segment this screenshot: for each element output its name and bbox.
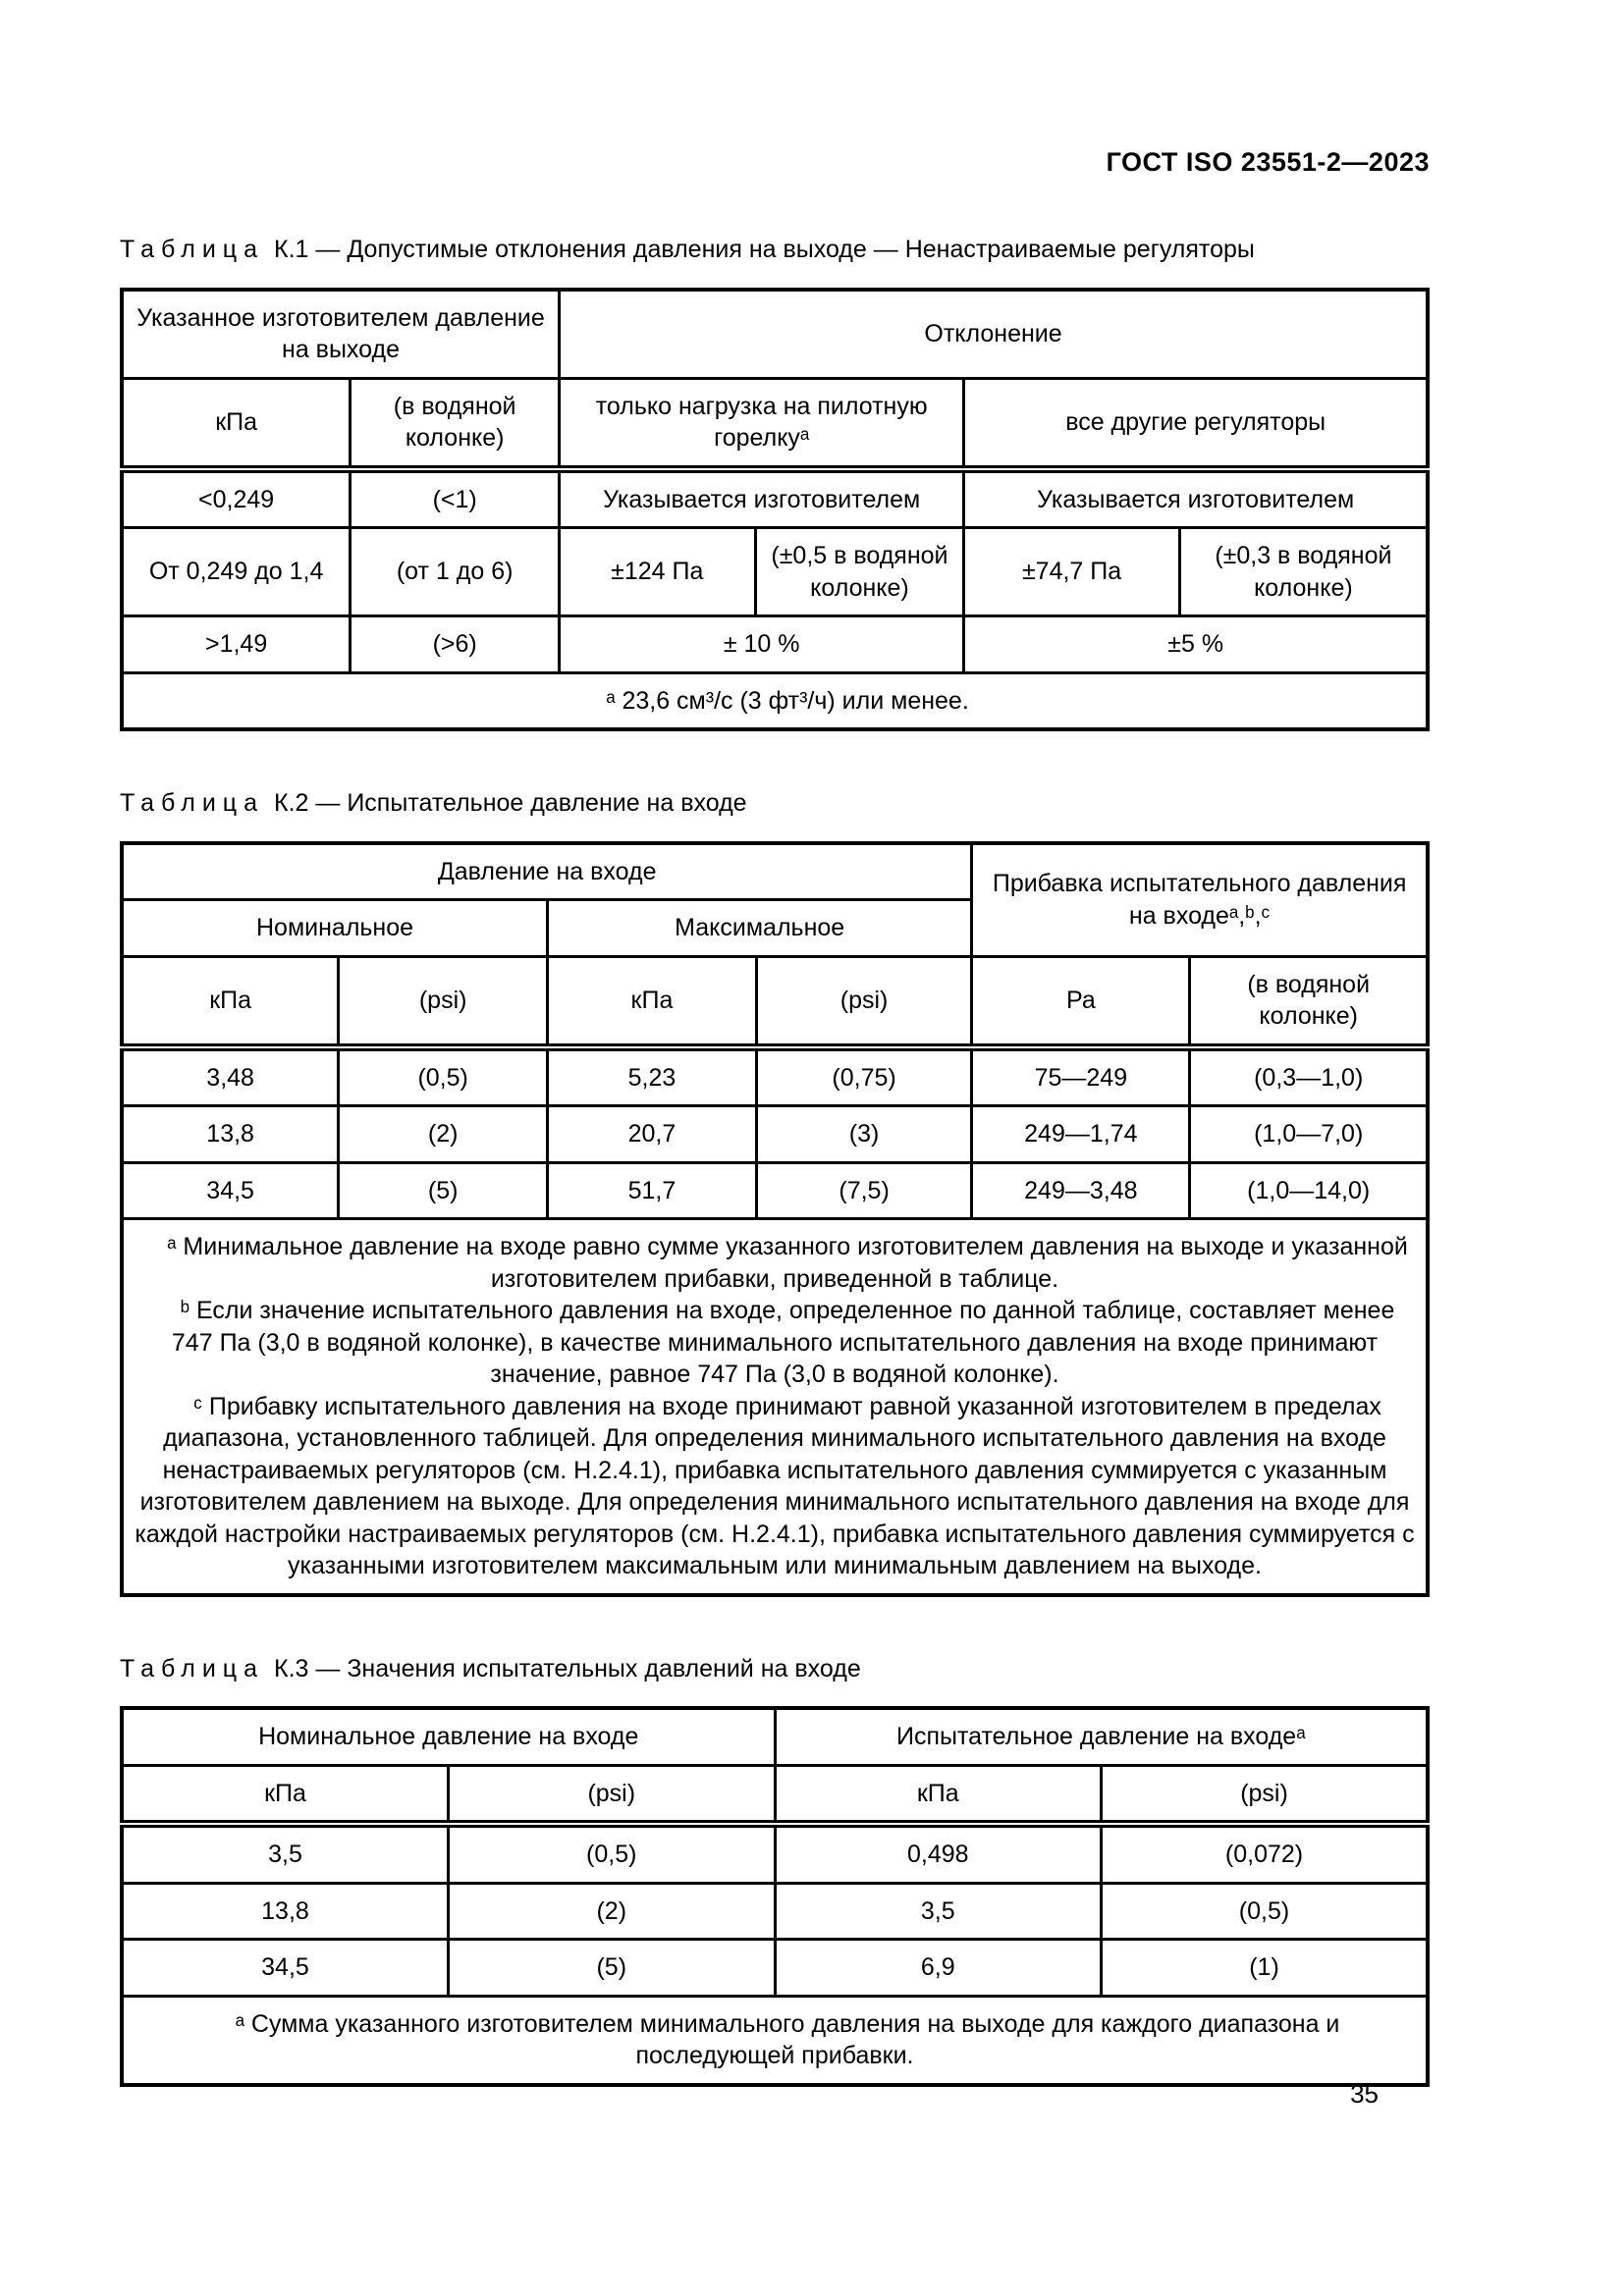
table-k1 [120, 288, 1430, 732]
table-cell: (<1) [351, 469, 560, 528]
k3-unit: кПа [122, 1765, 449, 1824]
table-row [122, 616, 1428, 673]
table-cell: ± 10 % [560, 616, 964, 673]
table-row [122, 843, 1428, 900]
footnote-text-b: ᵇ Если значение испытательного давления на входе, определенное по данной таблице, составляет менее 747 Па (3,0 в водяной колонке), в качестве минимального испытательного давления на входе принимают значение, равное 747 Па (3,0 в водяной колонке). [171, 1297, 1395, 1388]
table-cell: Указывается изготовителем [560, 469, 964, 528]
table-cell: 34,5 [122, 1940, 449, 1997]
table-k3 [120, 1706, 1430, 2087]
table-cell: (0,5) [449, 1824, 776, 1883]
caption-word: Таблица [120, 236, 265, 263]
k1-header-kpa: кПа [122, 378, 351, 469]
footnote-text-a: ᵃ Минимальное давление на входе равно сумме указанного изготовителем давления на выходе и указанной изготовителем прибавки, приведенной в таблице. [167, 1233, 1408, 1293]
k1-header-water-col: (в водяной колонке) [351, 378, 560, 469]
table-row [122, 528, 1428, 616]
k3-footnote [122, 1996, 1428, 2085]
table-cell: (1,0—14,0) [1190, 1162, 1428, 1219]
table-cell: (1) [1102, 1940, 1429, 1997]
table-row [122, 1940, 1428, 1997]
table-cell: (0,5) [1102, 1883, 1429, 1940]
table-cell: ±74,7 Па [964, 528, 1179, 616]
caption-text: К.1 — Допустимые отклонения давления на выходе — Ненастраиваемые регуляторы [274, 236, 1255, 263]
table-cell: 13,8 [122, 1106, 339, 1163]
k3-unit: (psi) [449, 1765, 776, 1824]
table-k2 [120, 841, 1430, 1597]
table-cell: (±0,5 в водяной колонке) [755, 528, 964, 616]
table-cell: (0,072) [1102, 1824, 1429, 1883]
table-cell: 249—1,74 [972, 1106, 1190, 1163]
table-cell: (7,5) [756, 1162, 971, 1219]
table-cell: 0,498 [775, 1824, 1102, 1883]
table-row [122, 1883, 1428, 1940]
table-row [122, 1162, 1428, 1219]
k3-header-test: Испытательное давление на входеᵃ [775, 1708, 1428, 1765]
table-cell: (0,5) [339, 1047, 548, 1106]
k3-header-nominal: Номинальное давление на входе [122, 1708, 775, 1765]
k1-header-all-other: все другие регуляторы [964, 378, 1428, 469]
table-row [122, 1824, 1428, 1883]
table-cell: 34,5 [122, 1162, 339, 1219]
table-cell: 5,23 [548, 1047, 757, 1106]
k3-unit: (psi) [1102, 1765, 1429, 1824]
table-row [122, 956, 1428, 1047]
caption-word: Таблица [120, 789, 265, 817]
table-cell: Указывается изготовителем [964, 469, 1428, 528]
page-content [120, 0, 1430, 2087]
k2-unit: кПа [122, 956, 339, 1047]
k2-header-maximum: Максимальное [548, 900, 972, 957]
table-cell: <0,249 [122, 469, 351, 528]
table-row [122, 378, 1428, 469]
table-cell: (3) [756, 1106, 971, 1163]
table-cell: ±5 % [964, 616, 1428, 673]
k2-header-addition: Прибавка испытательного давления на входеᵃ,ᵇ,ᶜ [972, 843, 1428, 957]
k1-header-pilot-only: только нагрузка на пилотную горелкуᵃ [560, 378, 964, 469]
table-row [122, 469, 1428, 528]
table-cell: (от 1 до 6) [351, 528, 560, 616]
k2-unit: Ра [972, 956, 1190, 1047]
table-cell: (0,3—1,0) [1190, 1047, 1428, 1106]
table-row [122, 1106, 1428, 1163]
table-cell: 3,5 [775, 1883, 1102, 1940]
table-k2-caption [120, 787, 1430, 820]
page-number: 35 [1350, 2079, 1379, 2109]
k2-header-nominal: Номинальное [122, 900, 548, 957]
table-cell: 6,9 [775, 1940, 1102, 1997]
table-row [122, 1996, 1428, 2085]
table-row [122, 1765, 1428, 1824]
table-cell: 75—249 [972, 1047, 1190, 1106]
caption-word: Таблица [120, 1654, 265, 1682]
table-k1-caption [120, 234, 1430, 266]
k2-unit: (в водяной колонке) [1190, 956, 1428, 1047]
table-row [122, 290, 1428, 379]
k2-unit: кПа [548, 956, 757, 1047]
table-row [122, 672, 1428, 729]
table-cell: (±0,3 в водяной колонке) [1179, 528, 1428, 616]
table-cell: ±124 Па [560, 528, 756, 616]
caption-text: К.3 — Значения испытательных давлений на входе [274, 1654, 861, 1682]
table-cell: От 0,249 до 1,4 [122, 528, 351, 616]
table-cell: 3,5 [122, 1824, 449, 1883]
footnote-text: ᵃ Сумма указанного изготовителем минимального давления на выходе для каждого диапазона и последующей прибавки. [235, 2009, 1340, 2069]
caption-text: К.2 — Испытательное давление на входе [274, 789, 747, 817]
table-cell: (1,0—7,0) [1190, 1106, 1428, 1163]
table-row [122, 1047, 1428, 1106]
table-cell: 3,48 [122, 1047, 339, 1106]
table-cell: 51,7 [548, 1162, 757, 1219]
running-header: ГОСТ ISO 23551-2—2023 [1106, 147, 1430, 177]
table-cell: 13,8 [122, 1883, 449, 1940]
k3-unit: кПа [775, 1765, 1102, 1824]
k2-unit: (psi) [339, 956, 548, 1047]
table-row [122, 1708, 1428, 1765]
table-cell: (5) [449, 1940, 776, 1997]
table-cell: 249—3,48 [972, 1162, 1190, 1219]
table-cell: (2) [339, 1106, 548, 1163]
k2-header-inlet: Давление на входе [122, 843, 972, 900]
table-cell: (5) [339, 1162, 548, 1219]
k1-header-specified: Указанное изготовителем давление на выходе [122, 290, 560, 379]
k2-unit: (psi) [756, 956, 971, 1047]
k1-footnote [122, 672, 1428, 729]
table-cell: (0,75) [756, 1047, 971, 1106]
footnote-text: ᵃ 23,6 см³/с (3 фт³/ч) или менее. [606, 686, 969, 715]
table-k3-caption [120, 1653, 1430, 1685]
table-cell: >1,49 [122, 616, 351, 673]
table-row [122, 1219, 1428, 1595]
footnote-text-c: ᶜ Прибавку испытательного давления на входе принимают равной указанной изготовителем в пределах диапазона, установленного таблицей. Для определения минимального испытательного давления на входе ненастраиваемых регуляторов (см. Н.2.4.1), прибавка испытательного давления суммируется с указанным изготовителем давлением на выходе. Для определения минимального испытательного давления на входе для каждой настройки настраиваемых регуляторов (см. Н.2.4.1), прибавка испытательного давления суммируется с указанными изготовителем максимальным или минимальным давлением на выходе. [135, 1392, 1415, 1579]
table-cell: 20,7 [548, 1106, 757, 1163]
k1-header-deviation: Отклонение [560, 290, 1428, 379]
k2-footnotes [122, 1219, 1428, 1595]
table-cell: (>6) [351, 616, 560, 673]
table-cell: (2) [449, 1883, 776, 1940]
